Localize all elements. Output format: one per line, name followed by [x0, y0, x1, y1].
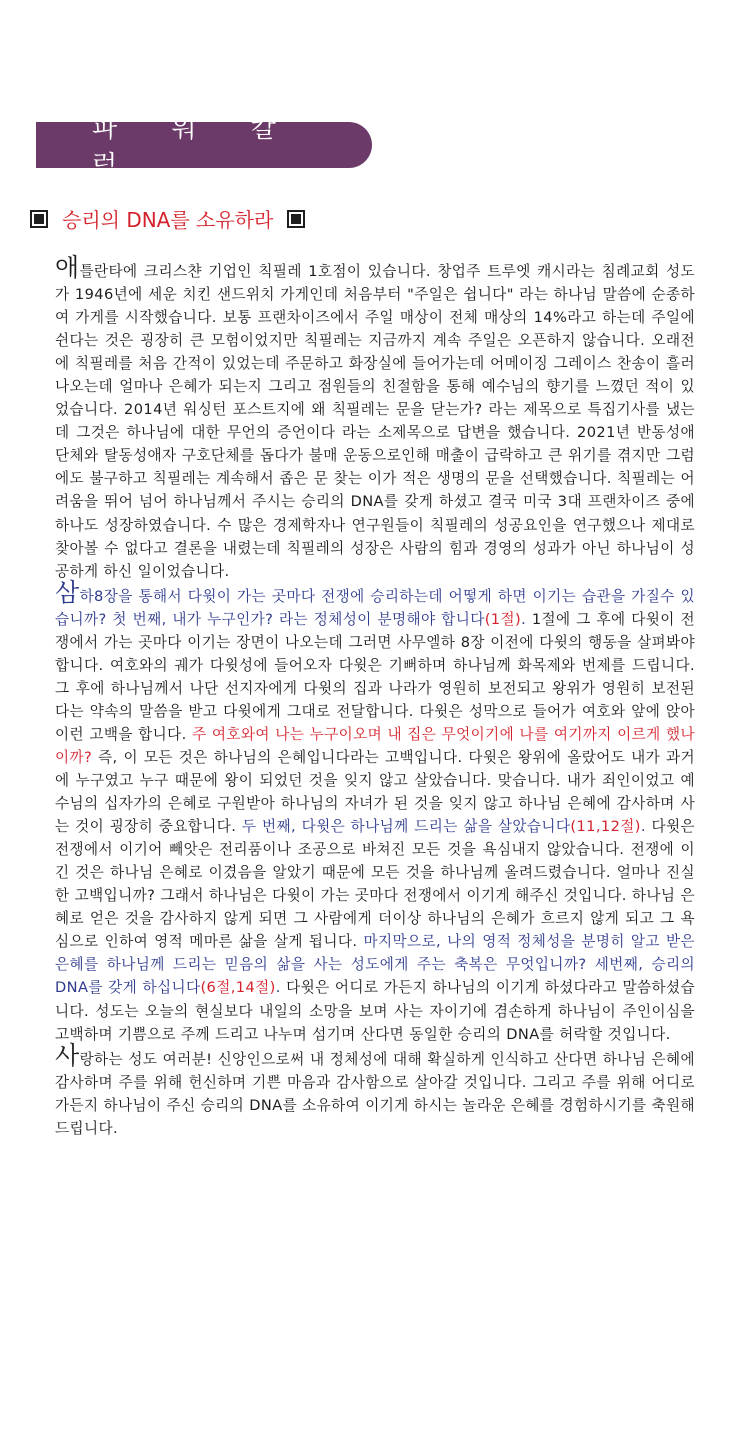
text-segment: . [275, 979, 281, 997]
verse-reference: (6절,14절) [200, 979, 276, 997]
text-segment: 하8장을 통해서 다윗이 가는 곳마다 전쟁에 승리하는데 어떻게 하면 이기는 습관을 가질수 있습니까? 첫 번째, 내가 누구인가? 라는 정체성이 분명해야 합니다 [55, 587, 695, 628]
text-segment: 1절에 그 후에 다윗이 전쟁에서 가는 곳마다 이기는 장면이 나오는데 그러면 사무엘하 8장 이전에 다윗의 행동을 살펴봐야 합니다. 여호와의 궤가 다윗성에 들어오자 다윗은 기뻐하며 하나님께 화목제와 번제를 드립니다. 그 후에 하나님께서 나단 선지자에게 다윗의 집과 나라가 영원히 보전되고 왕위가 영원히 보전된다는 약속의 말씀을 받고 다윗에게 그대로 전달합니다. 다윗은 성막으로 들어가 여호와 앞에 앉아 이런 고백을 합니다. [55, 610, 695, 743]
paragraph [55, 1040, 695, 1140]
paragraph [55, 253, 695, 583]
square-bullet-icon [30, 210, 48, 228]
square-bullet-icon [287, 210, 305, 228]
text-segment: 다윗은 어디로 가든지 하나님의 이기게 하셨다라고 말씀하셨습니다. 성도는 오늘의 현실보다 내일의 소망을 보며 사는 자이기에 겸손하게 하나님이 주인이심을 고백하며 기쁨으로 주께 드리고 나누며 섬기며 산다면 동일한 승리의 DNA를 허락할 것입니다. [55, 979, 695, 1043]
subtitle-row [30, 204, 305, 233]
article-body [55, 253, 695, 1140]
article-subtitle: 승리의 DNA를 소유하라 [62, 208, 274, 232]
text-segment: 두 번째, 다윗은 하나님께 드리는 삶을 살았습니다 [241, 818, 571, 836]
text-segment: 랑하는 성도 여러분! 신앙인으로써 내 정체성에 대해 확실하게 인식하고 산다면 하나님 은혜에 감사하며 주를 위해 헌신하며 기쁜 마음과 감사함으로 살아갈 것입니다. 그리고 주를 위해 어디로 가든지 하나님이 주신 승리의 DNA를 소유하여 이기게 하시는 놀라운 은혜를 경험하시기를 축원해 드립니다. [55, 1050, 695, 1137]
drop-cap: 삼 [55, 577, 80, 607]
scripture-quote: 주 여호와여 나는 누구이오며 내 집은 무엇이기에 나를 여기까지 이르게 했나이까? [55, 725, 695, 766]
column-banner [36, 114, 372, 181]
verse-reference: (1절) [484, 610, 522, 628]
drop-cap: 사 [55, 1040, 80, 1070]
text-segment: 마지막으로, 나의 영적 정체성을 분명히 알고 받은 은혜를 하나님께 드리는 믿음의 삶을 사는 성도에게 주는 축복은 무엇입니까? 세번째, 승리의 DNA를 갖게 하십니다 [55, 933, 695, 997]
paragraph [55, 577, 695, 1046]
banner-title: 파 워 칼 럼 [92, 114, 299, 181]
verse-reference: (11,12절) [570, 818, 641, 836]
text-segment: 다윗은 전쟁에서 이기어 빼앗은 전리품이나 조공으로 바쳐진 모든 것을 욕심내지 않았습니다. 전쟁에 이긴 것은 하나님 은혜로 이겼음을 알았기 때문에 모든 것을 하나님께 올려드렸습니다. 얼마나 진실한 고백입니까? 그래서 하나님은 다윗이 가는 곳마다 전쟁에서 이기게 해주신 것입니다. 하나님 은혜로 얻은 것을 감사하지 않게 되면 그 사람에게 더이상 하나님의 은혜가 흐르지 않게 되고 그 욕심으로 인하여 영적 메마른 삶을 살게 됩니다. [55, 818, 695, 951]
text-segment: 즉, 이 모든 것은 하나님의 은혜입니다라는 고백입니다. 다윗은 왕위에 올랐어도 내가 과거에 누구였고 누구 때문에 왕이 되었던 것을 잊지 않고 살았습니다. 맞습니다. 내가 죄인이었고 예수님의 십자가의 은혜로 구원받아 하나님의 자녀가 된 것을 잊지 않고 하나님 은혜에 감사하며 사는 것이 굉장히 중요합니다. [55, 748, 695, 836]
drop-cap: 애 [55, 253, 80, 282]
text-segment: . [521, 610, 527, 628]
text-segment: . [640, 818, 646, 836]
text-segment: 틀란타에 크리스챤 기업인 칙필레 1호점이 있습니다. 창업주 트루엣 캐시라는 침례교회 성도가 1946년에 세운 치킨 샌드위치 가게인데 처음부터 "주일은 쉽니다" 라는 하나님 말씀에 순종하여 가게를 시작했습니다. 보통 프랜차이즈에서 주일 매상이 전체 매상의 14%라고 하는데 주일에 쉰다는 것은 굉장히 큰 모험이었지만 칙필레는 지금까지 계속 주일은 오픈하지 않습니다. 오래전에 칙필레를 처음 간적이 있었는데 주문하고 화장실에 들어가는데 어메이징 그레이스 찬송이 흘러나오는데 얼마나 은혜가 되는지 그리고 점원들의 친절함을 통해 예수님의 향기를 느꼈던 적이 있었습니다. 2014년 워싱턴 포스트지에 왜 칙필레는 문을 닫는가? 라는 제목으로 특집기사를 냈는데 그것은 하나님에 대한 무언의 증언이다 라는 소제목으로 답변을 했습니다. 2021년 반동성애 단체와 탈동성애자 구호단체를 돕다가 불매 운동으로인해 매출이 급락하고 큰 위기를 겪지만 그럼에도 불구하고 칙필레는 계속해서 좁은 문 찾는 이가 적은 생명의 문을 선택했습니다. 칙필레는 어려움을 뛰어 넘어 하나님께서 주시는 승리의 DNA를 갖게 하셨고 결국 미국 3대 프랜차이즈 중에 하나도 성장하였습니다. 수 많은 경제학자나 연구원들이 칙필레의 성공요인을 연구했으나 제대로 찾아볼 수 없다고 결론을 내렸는데 칙필레의 성장은 사람의 힘과 경영의 성과가 아닌 하나님이 성공하게 하신 일이었습니다. [55, 263, 695, 580]
